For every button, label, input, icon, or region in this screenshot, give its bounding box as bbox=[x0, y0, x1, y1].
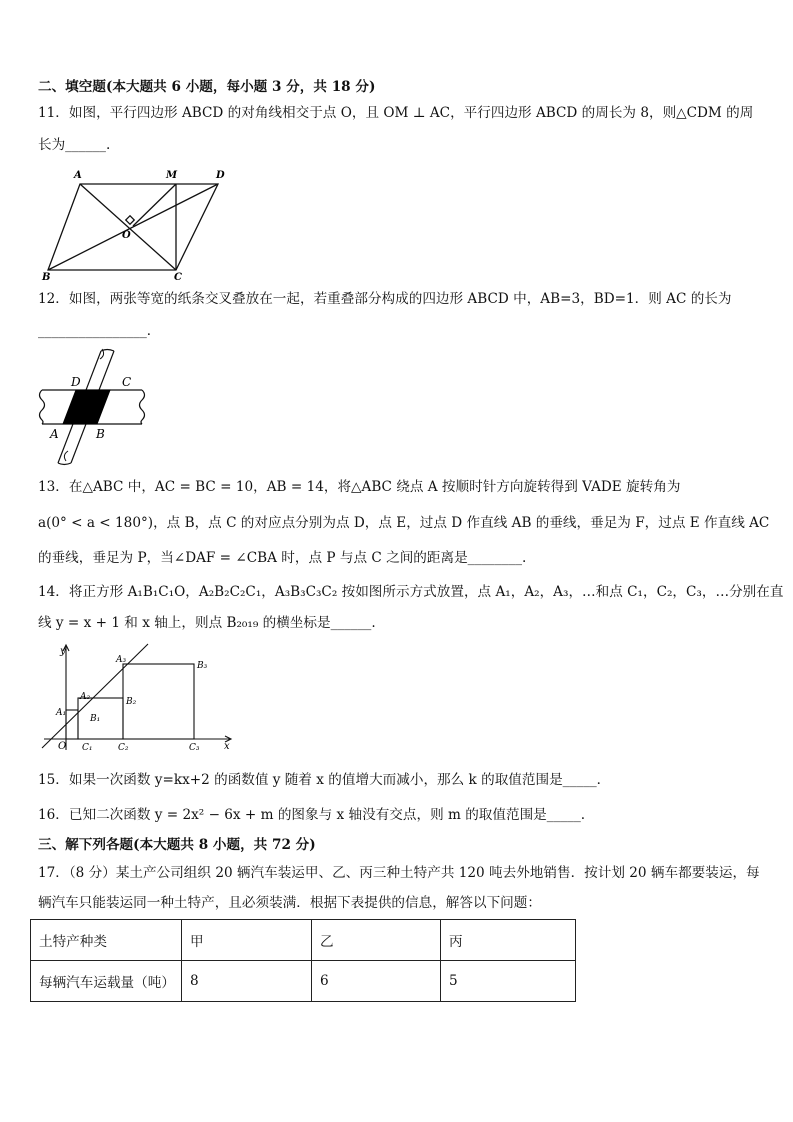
label-D: D bbox=[71, 375, 81, 389]
question-13-line-3: 的垂线，垂足为 P，当∠DAF = ∠CBA 时，点 P 与点 C 之间的距离是________. bbox=[38, 550, 527, 566]
q12-paper-strips-figure bbox=[36, 345, 156, 470]
question-12-line-1: 12．如图，两张等宽的纸条交叉叠放在一起，若重叠部分构成的四边形 ABCD 中，AB=3，BD=1．则 AC 的长为 bbox=[38, 291, 732, 307]
table-cell: 乙 bbox=[312, 920, 441, 961]
question-16: 16．已知二次函数 y = 2x² − 6x + m 的图象与 x 轴没有交点，则 m 的取值范围是_____. bbox=[38, 807, 586, 823]
table-cell: 8 bbox=[182, 961, 312, 1002]
label-B: B bbox=[96, 427, 105, 441]
section-title: 二、填空题(本大题共 6 小题，每小题 3 分，共 18 分) bbox=[38, 79, 376, 95]
question-13-line-1: 13．在△ABC 中，AC = BC = 10，AB = 14，将△ABC 绕点 A 按顺时针方向旋转得到 VADE 旋转角为 bbox=[38, 479, 681, 495]
question-11-line-2: 长为______. bbox=[38, 137, 111, 153]
question-12-line-2: ________________． bbox=[38, 323, 161, 339]
table-cell: 6 bbox=[312, 961, 441, 1002]
label-A1: A₁ bbox=[56, 708, 67, 718]
label-B3: B₃ bbox=[197, 661, 208, 671]
question-14-line-1: 14．将正方形 A₁B₁C₁O，A₂B₂C₂C₁，A₃B₃C₃C₂ 按如图所示方式放置，点 A₁，A₂，A₃，…和点 C₁，C₂，C₃，…分别在直 bbox=[38, 584, 784, 600]
question-11-line-1: 11．如图，平行四边形 ABCD 的对角线相交于点 O，且 OM ⊥ AC，平行四边形 ABCD 的周长为 8，则△CDM 的周 bbox=[38, 105, 754, 121]
label-x: x bbox=[224, 741, 230, 752]
table-row bbox=[31, 961, 576, 1002]
label-C: C bbox=[174, 272, 182, 282]
label-B2: B₂ bbox=[126, 697, 137, 707]
table-cell: 甲 bbox=[182, 920, 312, 961]
table-cell: 土特产种类 bbox=[31, 920, 182, 961]
label-C1: C₁ bbox=[82, 743, 93, 753]
table-cell: 每辆汽车运载量（吨） bbox=[31, 961, 182, 1002]
label-C2: C₂ bbox=[118, 743, 129, 753]
question-17-line-1: 17．（8 分）某土产公司组织 20 辆汽车装运甲、乙、丙三种土特产共 120 吨去外地销售．按计划 20 辆车都要装运，每 bbox=[38, 865, 760, 881]
question-15: 15．如果一次函数 y=kx+2 的函数值 y 随着 x 的值增大而减小，那么 k 的取值范围是_____． bbox=[38, 772, 611, 788]
label-C: C bbox=[122, 375, 132, 389]
label-B: B bbox=[42, 272, 51, 282]
label-M: M bbox=[166, 170, 178, 181]
label-O: O bbox=[122, 230, 131, 241]
question-13-line-2: a(0° < a < 180°)，点 B，点 C 的对应点分别为点 D，点 E，过点 D 作直线 AB 的垂线，垂足为 F，过点 E 作直线 AC bbox=[38, 515, 770, 531]
label-O: O bbox=[58, 741, 67, 752]
question-17-line-2: 辆汽车只能装运同一种土特产，且必须装满．根据下表提供的信息，解答以下问题： bbox=[38, 895, 541, 911]
section-title: 三、解下列各题(本大题共 8 小题，共 72 分) bbox=[38, 837, 316, 853]
table-cell: 丙 bbox=[441, 920, 576, 961]
q14-squares-figure bbox=[36, 640, 236, 758]
label-A2: A₂ bbox=[80, 692, 91, 702]
table-cell: 5 bbox=[441, 961, 576, 1002]
question-14-line-2: 线 y = x + 1 和 x 轴上，则点 B₂₀₁₉ 的横坐标是______. bbox=[38, 615, 376, 631]
label-y: y bbox=[60, 646, 66, 657]
label-A: A bbox=[50, 427, 59, 441]
label-A3: A₃ bbox=[116, 655, 127, 665]
label-B1: B₁ bbox=[90, 714, 101, 724]
label-C3: C₃ bbox=[189, 743, 200, 753]
table-row bbox=[31, 920, 576, 961]
q17-data-table bbox=[30, 919, 576, 1002]
label-D: D bbox=[216, 170, 225, 181]
label-A: A bbox=[74, 170, 82, 181]
q11-parallelogram-figure bbox=[36, 164, 236, 282]
